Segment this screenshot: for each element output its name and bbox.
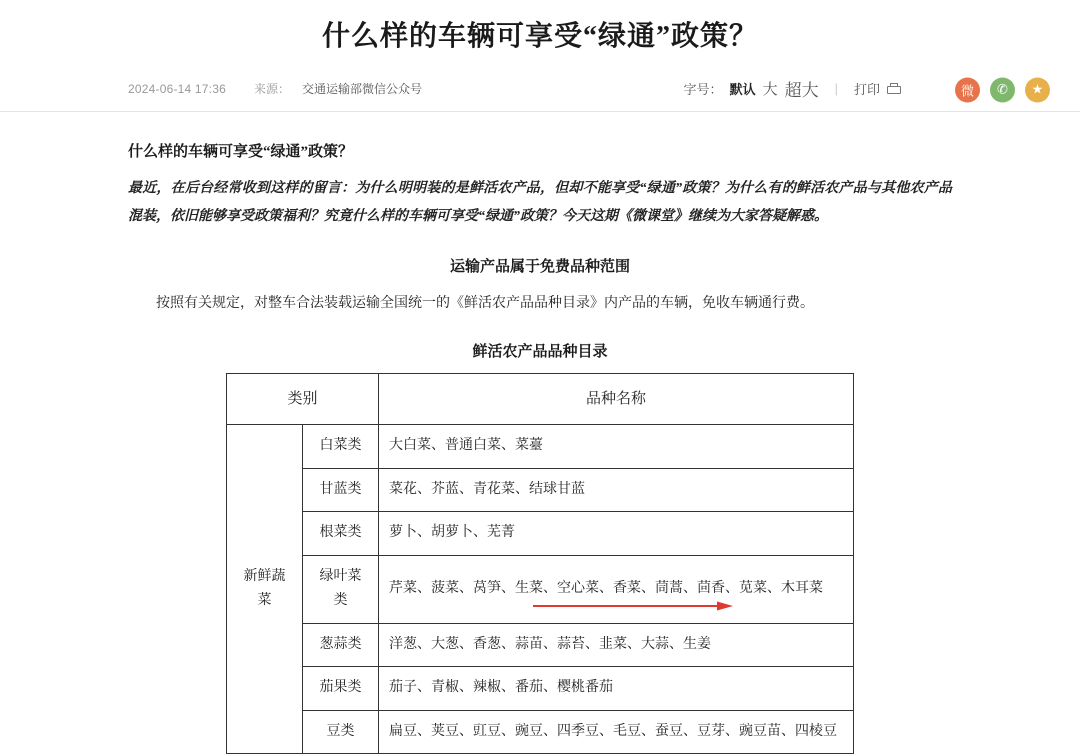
section-paragraph-1: 按照有关规定，对整车合法装载运输全国统一的《鲜活农产品品种目录》内产品的车辆，免收车辆通行费。 bbox=[156, 296, 814, 311]
table-cell-category: 白菜类 bbox=[303, 425, 379, 469]
table-row bbox=[227, 623, 854, 667]
product-catalog-table bbox=[226, 373, 854, 754]
table-cell-names: 洋葱、大葱、香葱、蒜苗、蒜苔、韭菜、大蒜、生姜 bbox=[379, 623, 854, 667]
fontsize-option-default[interactable]: 默认 bbox=[729, 82, 756, 97]
table-cell-category: 绿叶菜类 bbox=[303, 555, 379, 623]
favorite-share-icon[interactable]: ★ bbox=[1025, 77, 1050, 102]
table-row bbox=[227, 468, 854, 512]
table-row bbox=[227, 425, 854, 469]
article-subtitle: 什么样的车辆可享受“绿通”政策？ bbox=[128, 144, 354, 160]
table-cell-names: 大白菜、普通白菜、菜薹 bbox=[379, 425, 854, 469]
meta-divider: | bbox=[834, 81, 838, 96]
article-lead-paragraph: 最近，在后台经常收到这样的留言：为什么明明装的是鲜活农产品，但却不能享受“绿通”政策？为什么有的鲜活农产品与其他农产品混装，依旧能够享受政策福利？究竟什么样的车辆可享受“绿通”政策？今天这期《微课堂》继续为大家答疑解惑。 bbox=[128, 181, 952, 224]
table-cell-names: 扁豆、荚豆、豇豆、豌豆、四季豆、毛豆、蚕豆、豆芽、豌豆苗、四棱豆 bbox=[379, 710, 854, 754]
table-row bbox=[227, 555, 854, 623]
table-row bbox=[227, 512, 854, 556]
table-title: 鲜活农产品品种目录 bbox=[472, 344, 608, 360]
share-buttons bbox=[955, 77, 1050, 102]
print-label[interactable]: 打印 bbox=[853, 82, 880, 97]
table-header-names: 品种名称 bbox=[379, 374, 854, 425]
publish-date: 2024-06-14 17:36 bbox=[128, 81, 226, 96]
table-cell-names: 茄子、青椒、辣椒、番茄、樱桃番茄 bbox=[379, 667, 854, 711]
table-cell-names: 芹菜、菠菜、莴笋、生菜、空心菜、香菜、茼蒿、茴香、苋菜、木耳菜 bbox=[379, 555, 854, 623]
page-title: 什么样的车辆可享受“绿通”政策？ bbox=[321, 21, 758, 52]
source-value: 交通运输部微信公众号 bbox=[301, 82, 422, 96]
table-header-row bbox=[227, 374, 854, 425]
table-cell-category: 茄果类 bbox=[303, 667, 379, 711]
article-content bbox=[0, 140, 1080, 754]
table-cell-names: 萝卜、胡萝卜、芜菁 bbox=[379, 512, 854, 556]
table-cell-category: 根菜类 bbox=[303, 512, 379, 556]
printer-icon[interactable] bbox=[886, 83, 900, 95]
fontsize-option-large[interactable]: 大 bbox=[762, 81, 778, 98]
table-cell-category: 葱蒜类 bbox=[303, 623, 379, 667]
table-cell-category: 豆类 bbox=[303, 710, 379, 754]
article-meta-bar bbox=[0, 68, 1080, 112]
table-container bbox=[128, 373, 952, 754]
table-row bbox=[227, 667, 854, 711]
fontsize-label: 字号： bbox=[683, 82, 723, 97]
table-group-label: 新鲜蔬菜 bbox=[227, 425, 303, 754]
weibo-share-icon[interactable]: 微 bbox=[955, 77, 980, 102]
table-row bbox=[227, 710, 854, 754]
wechat-share-icon[interactable]: ✆ bbox=[990, 77, 1015, 102]
table-header-category: 类别 bbox=[227, 374, 379, 425]
section-heading-1: 运输产品属于免费品种范围 bbox=[449, 259, 630, 275]
source-label: 来源： bbox=[253, 82, 290, 96]
table-cell-names: 菜花、芥蓝、青花菜、结球甘蓝 bbox=[379, 468, 854, 512]
fontsize-option-extra-large[interactable]: 超大 bbox=[784, 81, 819, 100]
table-cell-category: 甘蓝类 bbox=[303, 468, 379, 512]
